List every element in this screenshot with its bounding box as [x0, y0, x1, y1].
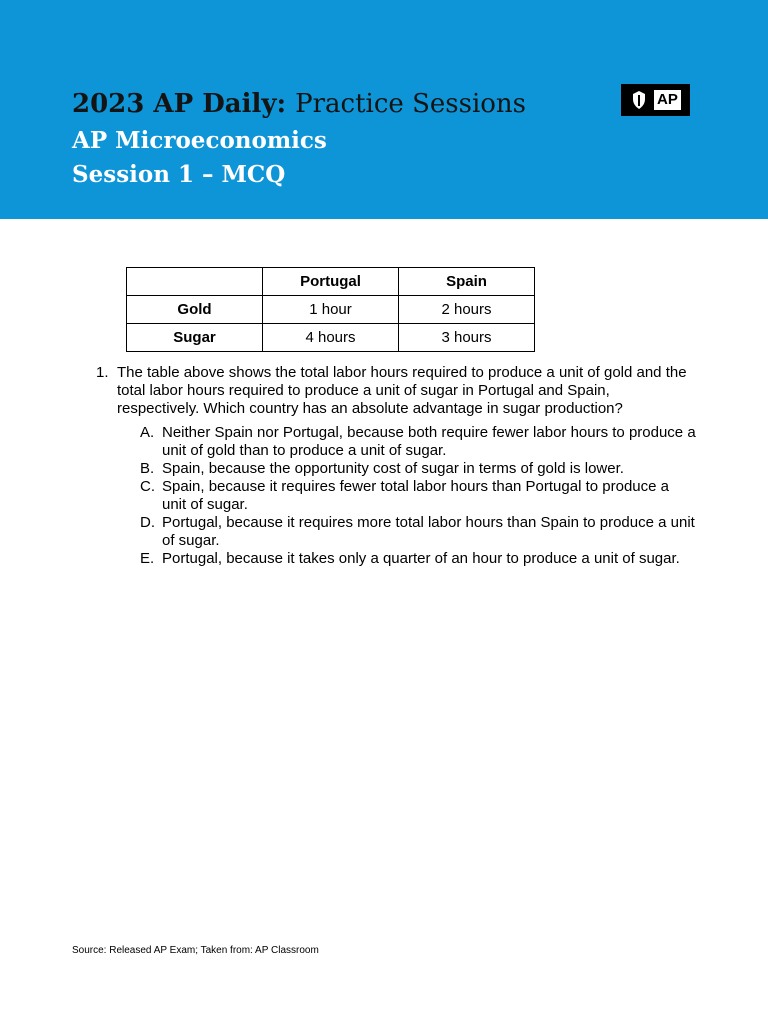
acorn-icon — [631, 90, 647, 110]
table-cell: 3 hours — [399, 324, 535, 352]
answer-option-d[interactable] — [96, 514, 696, 550]
option-label: B. — [140, 460, 155, 477]
ap-logo-text: AP — [654, 90, 681, 110]
table-cell: 2 hours — [399, 296, 535, 324]
answer-option-e[interactable] — [96, 550, 696, 568]
option-text: Neither Spain nor Portugal, because both require fewer labor hours to produce a unit of gold than to produce a unit of sugar. — [162, 424, 696, 459]
title-rest: Practice Sessions — [295, 89, 527, 119]
table-cell: 4 hours — [263, 324, 399, 352]
row-header-gold: Gold — [127, 296, 263, 324]
option-text: Spain, because the opportunity cost of sugar in terms of gold is lower. — [162, 460, 624, 477]
option-text: Portugal, because it takes only a quarter of an hour to produce a unit of sugar. — [162, 550, 680, 567]
course-subtitle: AP Microeconomics — [72, 127, 327, 154]
answer-option-c[interactable] — [96, 478, 696, 514]
answer-options — [96, 424, 696, 568]
option-label: E. — [140, 550, 155, 567]
option-label: D. — [140, 514, 155, 531]
table-cell: 1 hour — [263, 296, 399, 324]
ap-logo — [621, 84, 690, 116]
option-text: Spain, because it requires fewer total labor hours than Portugal to produce a unit of sugar. — [162, 478, 669, 513]
option-text: Portugal, because it requires more total labor hours than Spain to produce a unit of sugar. — [162, 514, 695, 549]
session-subtitle: Session 1 – MCQ — [72, 161, 286, 188]
question-text: The table above shows the total labor hours required to produce a unit of gold and the total labor hours required to produce a unit of sugar in Portugal and Spain, respectively. Which country has an absolute advantage in sugar production? — [117, 364, 687, 417]
question-block — [96, 364, 696, 568]
row-header-sugar: Sugar — [127, 324, 263, 352]
table-row — [127, 324, 535, 352]
option-label: C. — [140, 478, 155, 495]
page-title — [72, 86, 526, 122]
table-row — [127, 296, 535, 324]
answer-option-b[interactable] — [96, 460, 696, 478]
column-header-spain: Spain — [399, 268, 535, 296]
table-corner-cell — [127, 268, 263, 296]
labor-hours-table — [126, 267, 535, 352]
option-label: A. — [140, 424, 155, 441]
answer-option-a[interactable] — [96, 424, 696, 460]
table-header-row — [127, 268, 535, 296]
title-bold: 2023 AP Daily: — [72, 89, 287, 119]
header-banner — [0, 0, 768, 219]
column-header-portugal: Portugal — [263, 268, 399, 296]
source-note: Source: Released AP Exam; Taken from: AP Classroom — [72, 945, 319, 956]
question-number: 1. — [96, 364, 109, 381]
